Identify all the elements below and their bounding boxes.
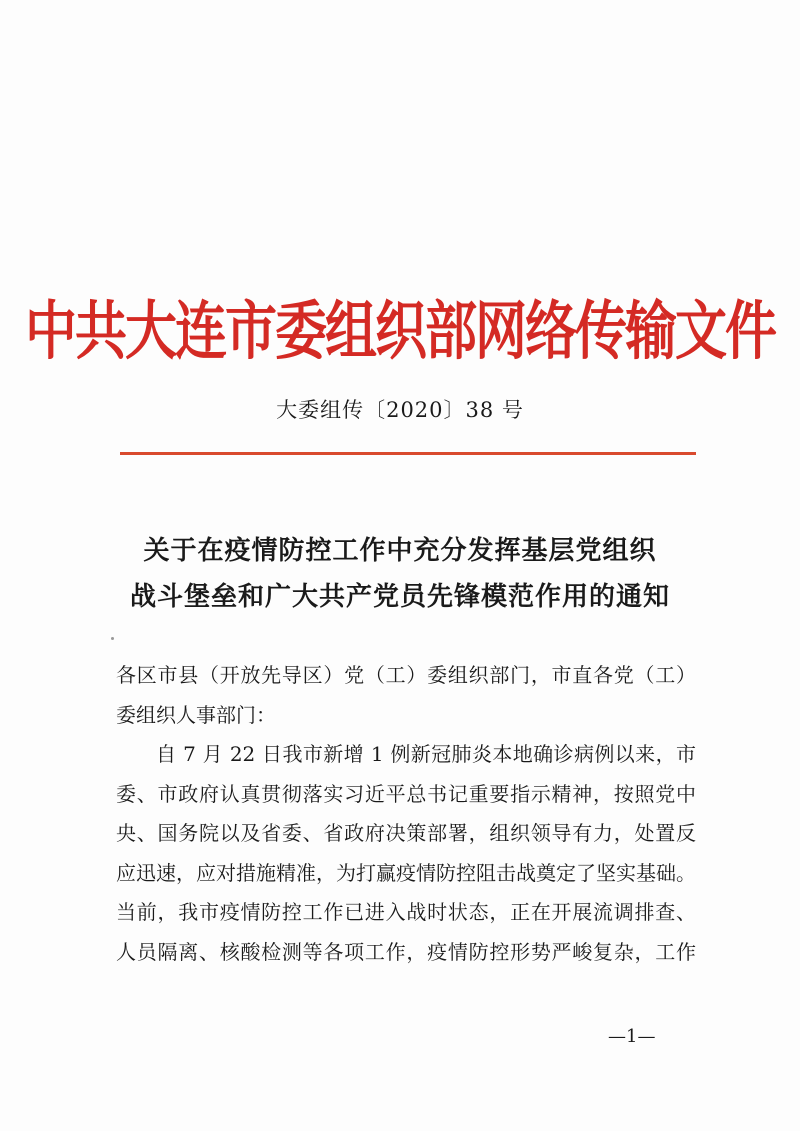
masthead-title: 中共大连市委组织部网络传输文件	[24, 295, 775, 370]
paragraph-line-2: 委、市政府认真贯彻落实习近平总书记重要指示精神，按照党中	[116, 781, 696, 806]
paragraph-line-3: 央、国务院以及省委、省政府决策部署，组织领导有力，处置反	[116, 821, 696, 845]
notice-title	[0, 528, 800, 620]
salutation-line-2: 委组织人事部门：	[116, 702, 276, 727]
notice-body	[116, 656, 696, 972]
salutation-line-1: 各区市县（开放先导区）党（工）委组织部门，市直各党（工）	[116, 663, 696, 687]
notice-title-line-2: 战斗堡垒和广大共产党员先锋模范作用的通知	[129, 582, 670, 612]
scan-speck	[111, 637, 114, 640]
document-number: 大委组传〔2020〕38 号	[276, 398, 524, 422]
red-divider-line	[120, 452, 696, 455]
paragraph-line-4: 应迅速，应对措施精准，为打赢疫情防控阻击战奠定了坚实基础。	[116, 860, 696, 885]
paragraph-line-5: 当前，我市疫情防控工作已进入战时状态，正在开展流调排查、	[116, 900, 696, 924]
page-number: —1—	[608, 1026, 656, 1047]
paragraph-line-1: 自 7 月 22 日我市新增 1 例新冠肺炎本地确诊病例以来，市	[156, 742, 696, 766]
notice-title-line-1: 关于在疫情防控工作中充分发挥基层党组织	[143, 536, 657, 566]
paragraph-line-6: 人员隔离、核酸检测等各项工作，疫情防控形势严峻复杂，工作	[116, 939, 696, 964]
